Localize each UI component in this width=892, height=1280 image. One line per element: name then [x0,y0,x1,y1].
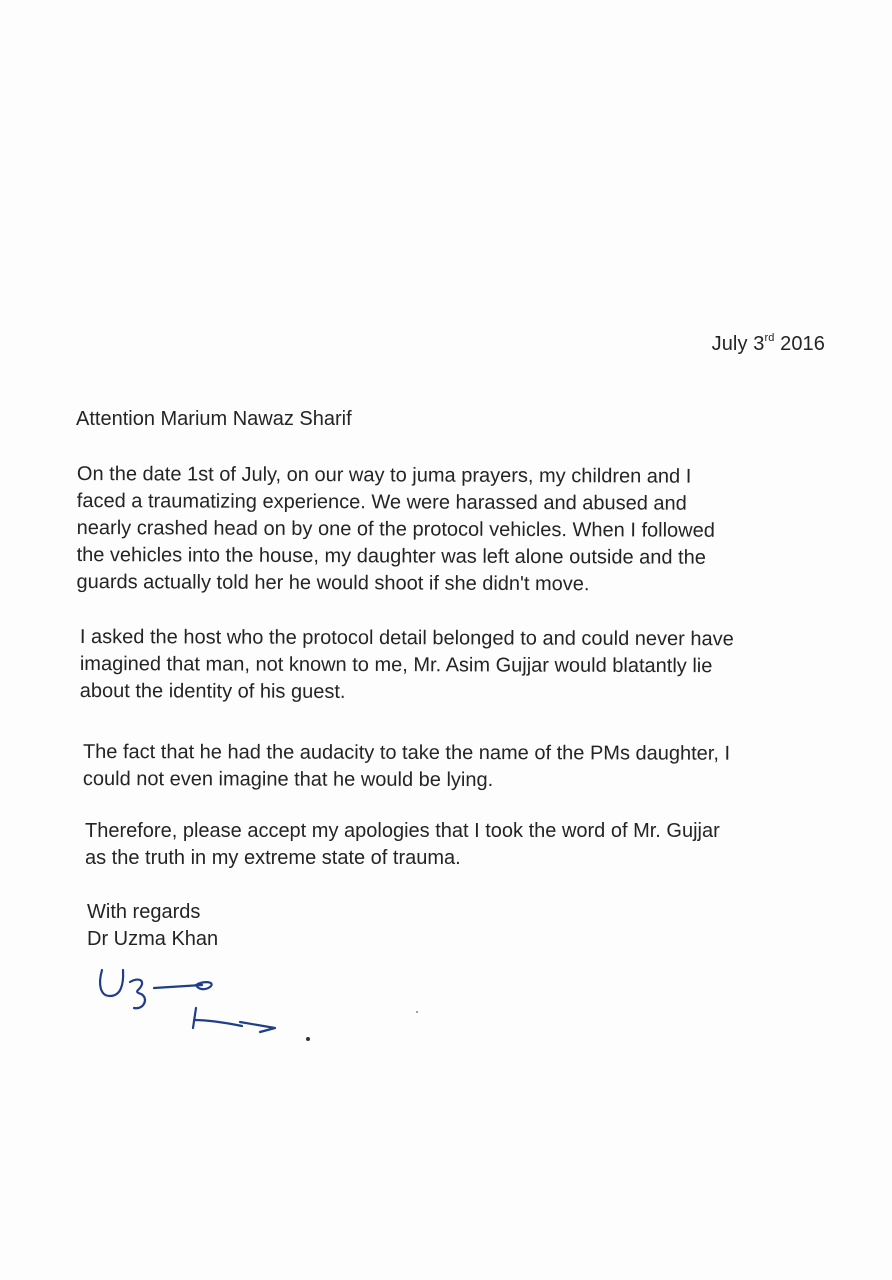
paragraph-line: about the identity of his guest. [79,679,346,703]
paragraph-incident [76,461,715,599]
paper-speck [416,1011,418,1013]
signature-stroke [154,985,202,988]
attention-line: Attention Marium Nawaz Sharif [76,408,352,430]
letter-date [712,333,825,356]
signature-stroke [194,1020,242,1026]
paragraph-line: could not even imagine that he would be lying. [82,767,494,792]
paragraph-line: the vehicles into the house, my daughter was left alone outside and the [76,543,706,569]
paragraph-audacity [83,739,730,795]
paragraph-line: Therefore, please accept my apologies that I took the word of Mr. Gujjar [85,820,720,842]
paragraph-line: nearly crashed head on by one of the protocol vehicles. When I followed [76,516,715,542]
date-superscript: rd [764,332,775,344]
paragraph-line: I asked the host who the protocol detail belonged to and could never have [79,626,734,651]
signature-stroke [193,1008,196,1028]
paragraph-line: On the date 1st of July, on our way to juma prayers, my children and I [76,462,692,488]
date-year: 2016 [774,333,825,355]
paragraph-line: imagined that man, not known to me, Mr. Asim Gujjar would blatantly lie [79,652,713,678]
paragraph-line: The fact that he had the audacity to take the name of the PMs daughter, I [82,741,731,765]
paragraph-line: faced a traumatizing experience. We were harassed and abused and [76,489,687,515]
signature-stroke [100,970,123,996]
handwritten-signature [92,958,292,1038]
paragraph-line: guards actually told her he would shoot if she didn't move. [76,570,590,596]
signature-stroke [130,980,145,1009]
date-prefix: July 3 [711,333,765,355]
signer-name: Dr Uzma Khan [87,928,219,950]
closing-salutation: With regards [87,901,201,923]
ink-dot [306,1037,310,1041]
closing-block [87,899,218,953]
paragraph-apology [85,818,720,872]
paragraph-line: as the truth in my extreme state of trauma. [85,847,461,869]
signature-stroke [240,1022,275,1032]
paragraph-host [80,624,734,707]
